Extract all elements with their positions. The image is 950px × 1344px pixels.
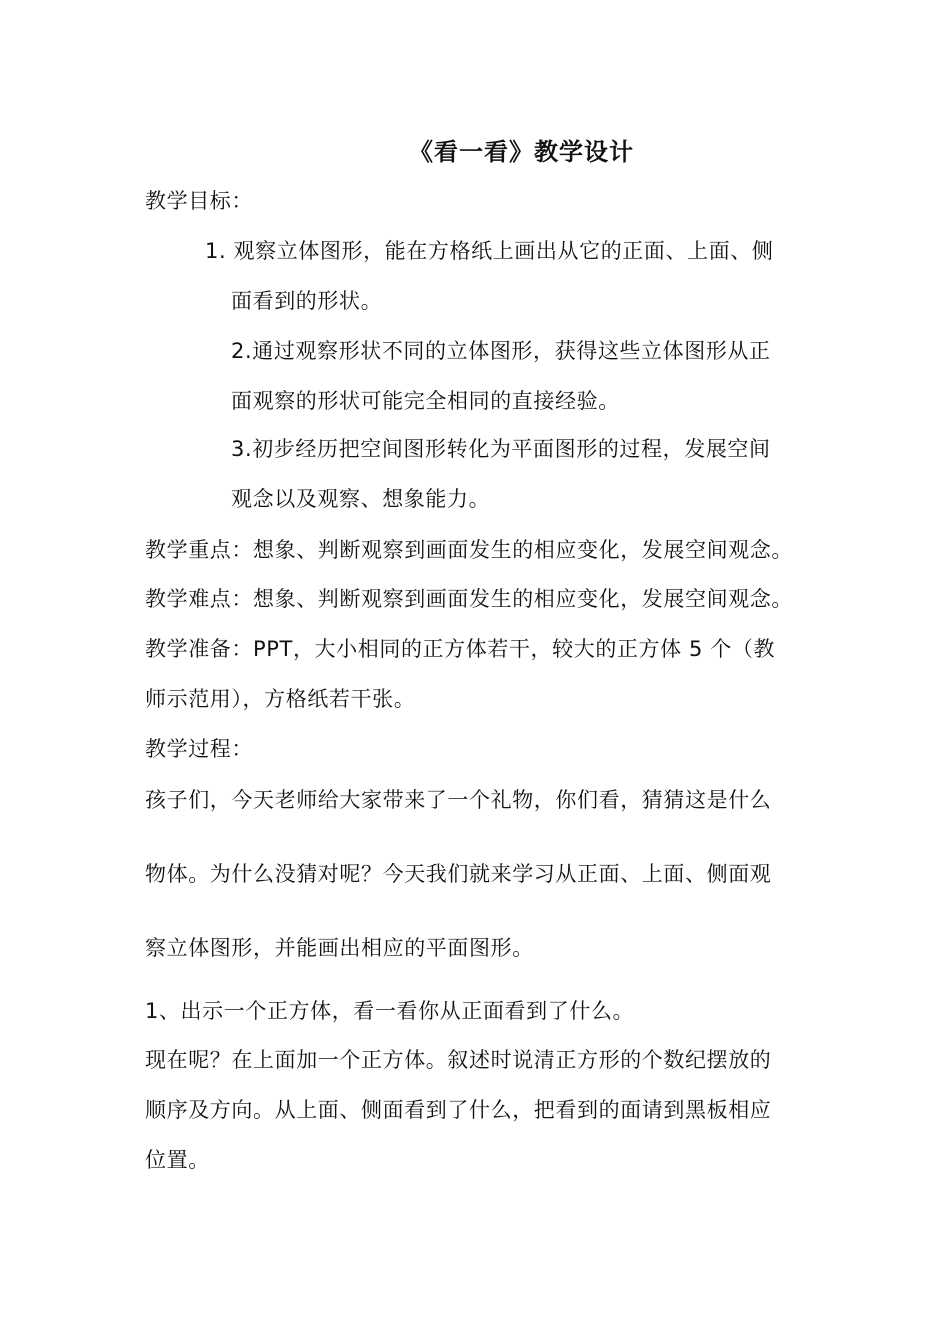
objectives-heading: 教学目标： (145, 189, 253, 213)
objective-1-line-1: 1. 观察立体图形，能在方格纸上画出从它的正面、上面、侧 (205, 239, 774, 263)
objective-3-line-2: 观念以及观察、想象能力。 (231, 487, 491, 511)
step-1-detail-line-3: 位置。 (145, 1148, 210, 1172)
difficulty: 教学难点：想象、判断观察到画面发生的相应变化，发展空间观念。 (145, 587, 793, 611)
objective-2-line-1: 2.通过观察形状不同的立体图形，获得这些立体图形从正 (231, 339, 771, 363)
document-title: 《看一看》教学设计 (409, 138, 634, 166)
step-1: 1、出示一个正方体，看一看你从正面看到了什么。 (145, 999, 635, 1023)
intro-line-3: 察立体图形，并能画出相应的平面图形。 (145, 936, 534, 960)
key-point: 教学重点：想象、判断观察到画面发生的相应变化，发展空间观念。 (145, 538, 793, 562)
process-heading: 教学过程： (145, 737, 253, 761)
step-1-detail-line-1: 现在呢？在上面加一个正方体。叙述时说清正方形的个数纪摆放的 (145, 1048, 772, 1072)
preparation-line-2: 师示范用），方格纸若干张。 (145, 687, 416, 711)
intro-line-1: 孩子们，今天老师给大家带来了一个礼物，你们看，猜猜这是什么 (145, 788, 772, 812)
objective-1-line-2: 面看到的形状。 (231, 289, 383, 313)
step-1-detail-line-2: 顺序及方向。从上面、侧面看到了什么，把看到的面请到黑板相应 (145, 1098, 772, 1122)
objective-2-line-2: 面观察的形状可能完全相同的直接经验。 (231, 389, 620, 413)
intro-line-2: 物体。为什么没猜对呢？今天我们就来学习从正面、上面、侧面观 (145, 862, 772, 886)
objective-3-line-1: 3.初步经历把空间图形转化为平面图形的过程，发展空间 (231, 437, 771, 461)
preparation-line-1: 教学准备：PPT，大小相同的正方体若干，较大的正方体 5 个（教 (145, 637, 776, 661)
